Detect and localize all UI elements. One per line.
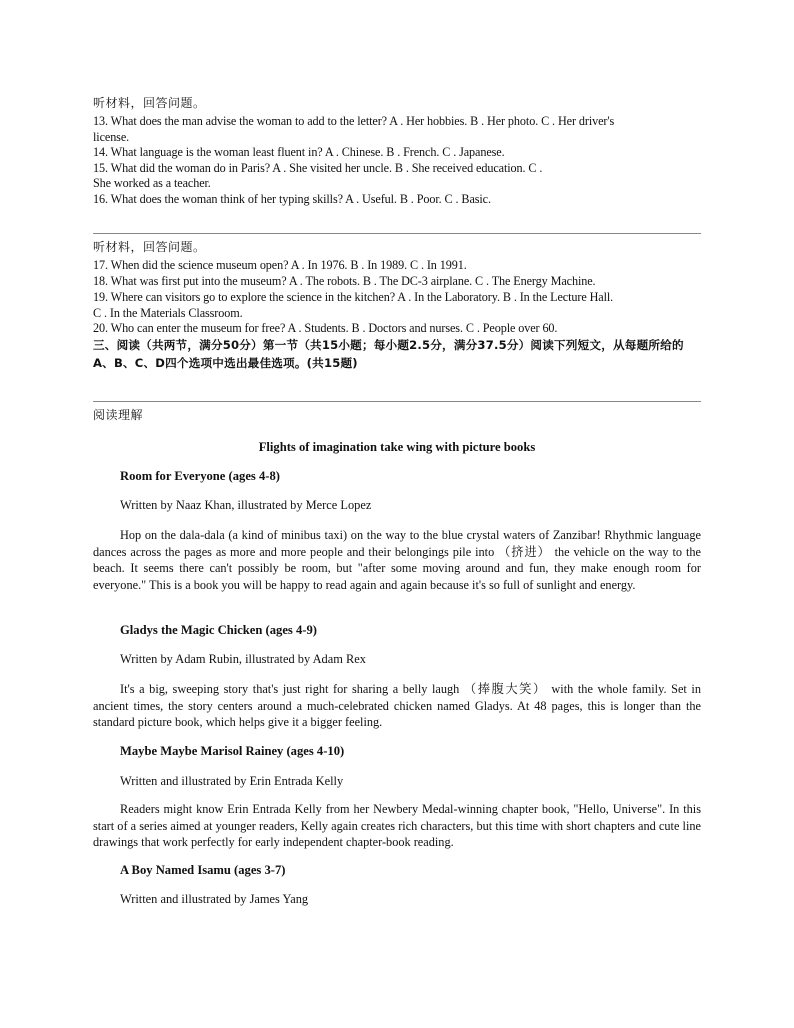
divider [93, 401, 701, 402]
book-title: Room for Everyone (ages 4-8) [120, 469, 280, 483]
section-heading: 听材料，回答问题。 [93, 240, 206, 254]
passage-title: Flights of imagination take wing with picture books [258, 440, 536, 454]
divider [93, 233, 701, 234]
question-line: 20. Who can enter the museum for free? A . Students. B . Doctors and nurses. C . People over 60. [93, 321, 558, 335]
book-byline: Written and illustrated by James Yang [120, 892, 309, 906]
question-line: 13. What does the man advise the woman to add to the letter? A . Her hobbies. B . Her photo. C . Her driver's [93, 114, 615, 128]
book-title: Gladys the Magic Chicken (ages 4-9) [120, 623, 317, 637]
section-heading: 听材料，回答问题。 [93, 96, 206, 110]
book-byline: Written by Adam Rubin, illustrated by Adam Rex [120, 652, 366, 666]
question-line: C . In the Materials Classroom. [93, 305, 243, 320]
reading-instruction: 三、阅读（共两节，满分50分）第一节（共15小题；每小题2.5分，满分37.5分）阅读下列短文，从每题所给的A、B、C、D四个选项中选出最佳选项。(共15题) [93, 338, 684, 370]
book-review: It's a big, sweeping story that's just right for sharing a belly laugh （捧腹大笑） with the whole family. Set in ancient times, the story centers around a much-celebrated chicken named Gladys. At 48 pages, this is longer than the standard picture book, which helps give it a bigger feeling. [93, 682, 701, 729]
book-review: Readers might know Erin Entrada Kelly from her Newbery Medal-winning chapter book, "Hello, Universe". In this start of a series aimed at younger readers, Kelly again creates rich characters, but this time with short chapters and cute line drawings that work perfectly for early independent chapter-book reading. [93, 802, 701, 849]
question-line: She worked as a teacher. [93, 176, 211, 190]
book-title: Maybe Maybe Marisol Rainey (ages 4-10) [120, 744, 345, 758]
book-review: Hop on the dala-dala (a kind of minibus taxi) on the way to the blue crystal waters of Zanzibar! Rhythmic language dances across the pages as more and more people and their belongings pile into （挤进） the vehicle on the way to the beach. It seems there can't possibly be room, but "after some moving around and fun, they make enough room for everyone." This is a book you will be happy to read again and again because it's so full of sunlight and energy. [93, 528, 701, 592]
question-line: 18. What was first put into the museum? A . The robots. B . The DC-3 airplane. C . The Energy Machine. [93, 274, 596, 288]
book-byline: Written and illustrated by Erin Entrada Kelly [120, 774, 344, 788]
section-heading: 阅读理解 [93, 408, 144, 422]
book-byline: Written by Naaz Khan, illustrated by Merce Lopez [120, 498, 372, 512]
question-line: 19. Where can visitors go to explore the science in the kitchen? A . In the Laboratory. B . In the Lecture Hall. [93, 290, 614, 304]
question-line: 15. What did the woman do in Paris? A . She visited her uncle. B . She received education. C . [93, 160, 543, 175]
question-line: 16. What does the woman think of her typing skills? A . Useful. B . Poor. C . Basic. [93, 191, 491, 206]
book-title: A Boy Named Isamu (ages 3-7) [120, 863, 286, 877]
question-line: license. [93, 129, 130, 144]
question-line: 17. When did the science museum open? A . In 1976. B . In 1989. C . In 1991. [93, 258, 467, 272]
question-line: 14. What language is the woman least fluent in? A . Chinese. B . French. C . Japanese. [93, 145, 505, 159]
